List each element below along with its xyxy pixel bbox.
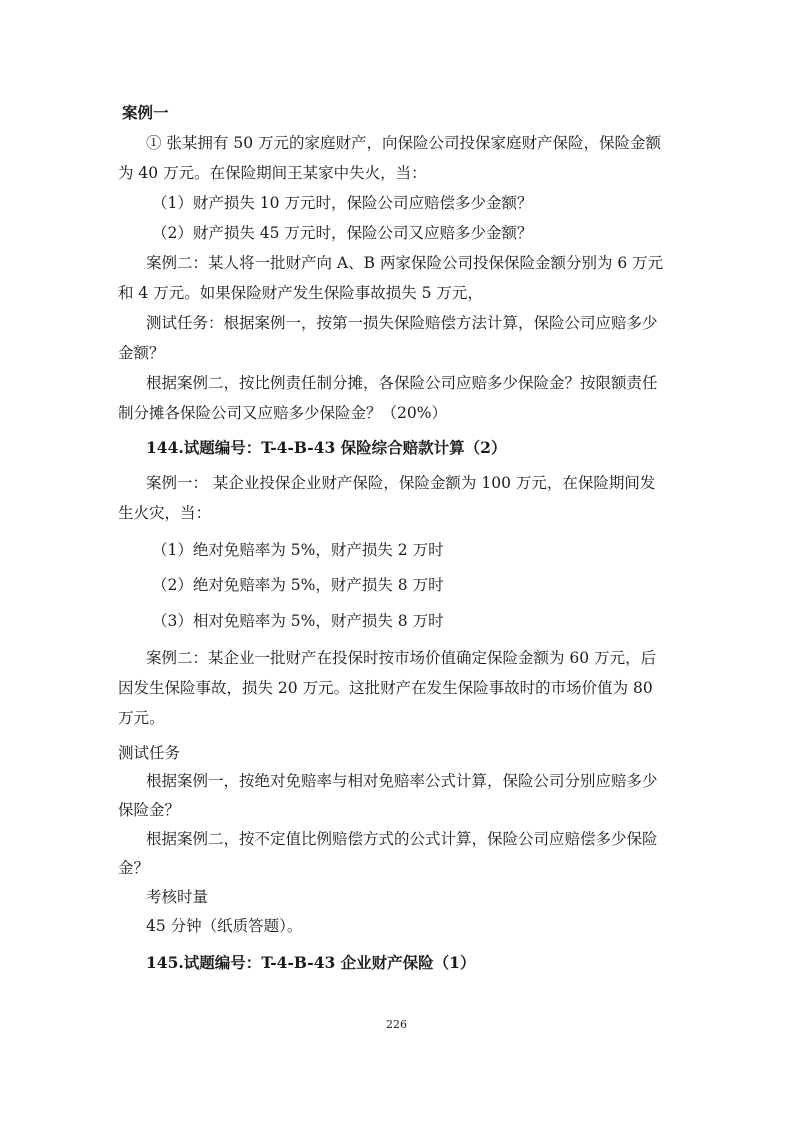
- question-145-heading: 145.试题编号：T-4-B-43 企业财产保险（1）: [146, 953, 476, 972]
- question-line: （1）财产损失 10 万元时，保险公司应赔偿多少金额？: [152, 194, 533, 212]
- paragraph-line: 案例一： 某企业投保企业财产保险，保险金额为 100 万元，在保险期间发: [146, 474, 656, 492]
- paragraph-line: 为 40 万元。在保险期间王某家中失火，当：: [118, 164, 427, 182]
- paragraph-line: 和 4 万元。如果保险财产发生保险事故损失 5 万元，: [118, 284, 483, 302]
- paragraph-line: 制分摊各保险公司又应赔多少保险金？（20%）: [118, 404, 447, 422]
- paragraph-line: 根据案例二，按比例责任制分摊，各保险公司应赔多少保险金？按限额责任: [146, 374, 658, 392]
- paragraph-line: 根据案例一，按绝对免赔率与相对免赔率公式计算，保险公司分别应赔多少: [146, 772, 658, 790]
- paragraph-line: 万元。: [118, 709, 165, 727]
- paragraph-line: 金额？: [118, 344, 165, 362]
- paragraph-line: ① 张某拥有 50 万元的家庭财产，向保险公司投保家庭财产保险，保险金额: [146, 134, 662, 152]
- task-title: 测试任务: [118, 744, 181, 762]
- time-title: 考核时量: [146, 888, 209, 906]
- paragraph-line: 根据案例二，按不定值比例赔偿方式的公式计算，保险公司应赔偿多少保险: [146, 830, 658, 848]
- question-144-heading: 144.试题编号：T-4-B-43 保险综合赔款计算（2）: [146, 438, 507, 457]
- paragraph-line: 金？: [118, 859, 150, 877]
- paragraph-line: 测试任务：根据案例一，按第一损失保险赔偿方法计算，保险公司应赔多少: [146, 314, 658, 332]
- paragraph-line: 保险金？: [118, 801, 181, 819]
- page-number: 226: [386, 1018, 407, 1031]
- time-value: 45 分钟（纸质答题）。: [146, 917, 303, 935]
- question-line: （2）财产损失 45 万元时，保险公司又应赔多少金额？: [152, 224, 533, 242]
- list-item: （2）绝对免赔率为 5%，财产损失 8 万时: [152, 576, 444, 594]
- paragraph-line: 案例二：某人将一批财产向 A、B 两家保险公司投保保险金额分别为 6 万元: [146, 254, 664, 272]
- list-item: （1）绝对免赔率为 5%，财产损失 2 万时: [152, 541, 444, 559]
- paragraph-line: 因发生保险事故，损失 20 万元。这批财产在发生保险事故时的市场价值为 80: [118, 679, 653, 697]
- list-item: （3）相对免赔率为 5%，财产损失 8 万时: [152, 612, 444, 630]
- paragraph-line: 生火灾，当：: [118, 504, 212, 522]
- case-one-heading: 案例一: [122, 103, 169, 122]
- paragraph-line: 案例二：某企业一批财产在投保时按市场价值确定保险金额为 60 万元，后: [146, 649, 657, 667]
